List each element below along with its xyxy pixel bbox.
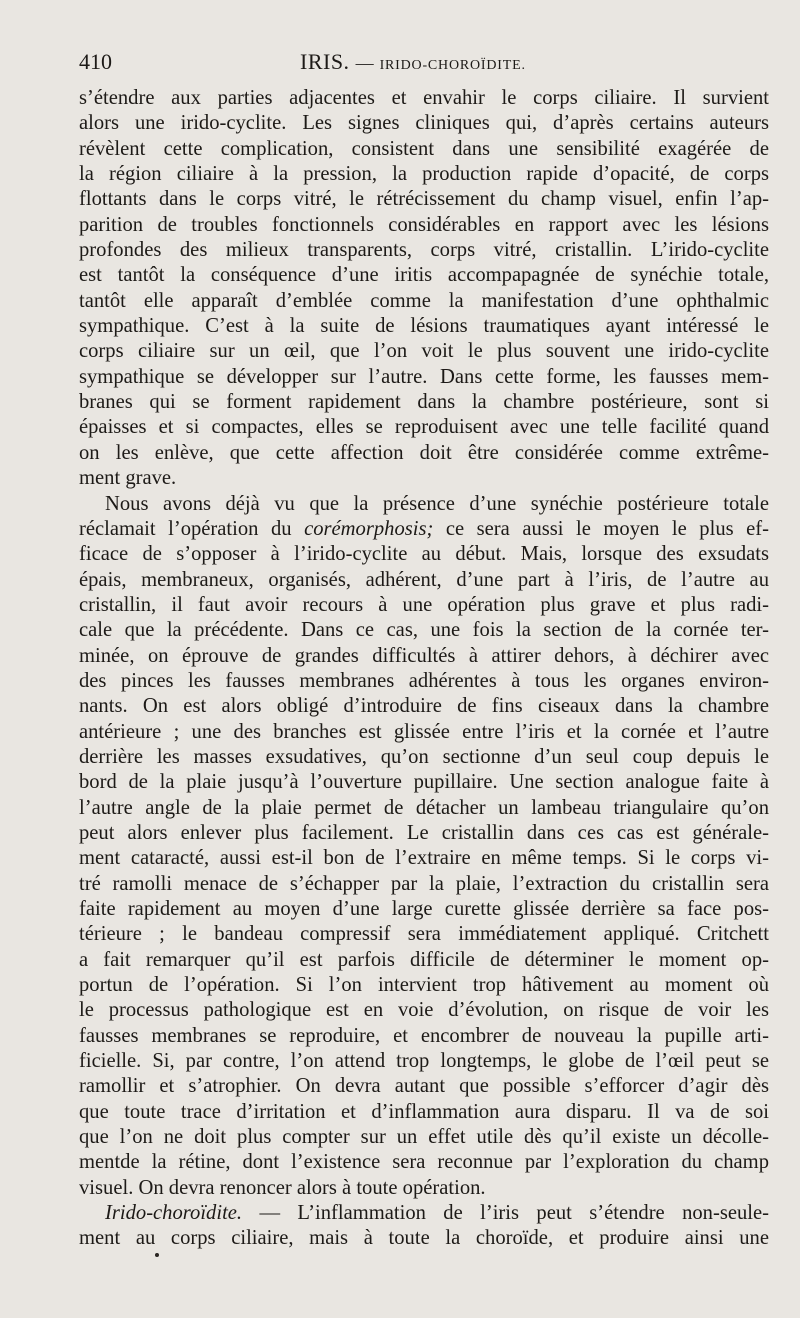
page-header xyxy=(79,46,769,78)
paragraph-2 xyxy=(79,492,769,1202)
text-line: que l’on ne doit plus compter sur un effet utile dès qu’il existe un décolle- xyxy=(79,1126,769,1149)
text-line: s’étendre aux parties adjacentes et envahir le corps ciliaire. Il survient xyxy=(79,87,769,109)
paragraph-3 xyxy=(79,1201,769,1252)
section-heading-italic: Irido-choroïdite. xyxy=(105,1202,243,1225)
text-fragment: — L’inflammation de l’iris peut s’étendre non-seule- xyxy=(242,1202,769,1225)
text-line: tantôt elle apparaît d’emblée comme la manifestation d’une ophthalmic xyxy=(79,289,769,312)
text-line: bord de la plaie jusqu’à l’ouverture pupillaire. Une section analogue faite à xyxy=(79,771,769,794)
italic-term: corémorphosis; xyxy=(304,517,434,540)
text-line: tré ramolli menace de s’échapper par la plaie, l’extraction du cristallin sera xyxy=(79,872,769,895)
body-text xyxy=(79,86,769,1252)
text-line: alors une irido-cyclite. Les signes cliniques qui, d’après certains auteurs xyxy=(79,112,769,135)
text-line: sympathique. C’est à la suite de lésions traumatiques ayant intéressé le xyxy=(79,315,769,338)
text-line: ment cataracté, aussi est-il bon de l’extraire en même temps. Si le corps vi- xyxy=(79,847,769,870)
text-line: est tantôt la conséquence d’une iritis accompapagnée de synéchie totale, xyxy=(79,264,769,287)
text-line: cristallin, il faut avoir recours à une opération plus grave et plus radi- xyxy=(79,593,769,616)
text-line: ficielle. Si, par contre, l’on attend trop longtemps, le globe de l’œil peut se xyxy=(79,1050,769,1073)
text-line: ment au corps ciliaire, mais à toute la choroïde, et produire ainsi une xyxy=(79,1227,769,1250)
text-line: mentde la rétine, dont l’existence sera reconnue par l’exploration du champ xyxy=(79,1151,769,1174)
text-line: la région ciliaire à la pression, la production rapide d’opacité, de corps xyxy=(79,163,769,186)
text-line: Nous avons déjà vu que la présence d’une synéchie postérieure totale xyxy=(105,492,769,515)
text-line: portun de l’opération. Si l’on intervient trop hâtivement au moment où xyxy=(79,974,769,997)
text-line: parition de troubles fonctionnels considérables en rapport avec les lésions xyxy=(79,213,769,236)
text-line: ramollir et s’atrophier. On devra autant que possible s’efforcer d’agir dès xyxy=(79,1075,769,1098)
text-line: que toute trace d’irritation et d’inflammation aura disparu. Il va de soi xyxy=(79,1100,769,1123)
text-line: le processus pathologique est en voie d’évolution, on risque de voir les xyxy=(79,999,769,1022)
text-line-with-italic xyxy=(79,1201,769,1226)
text-line: l’autre angle de la plaie permet de détacher un lambeau triangulaire qu’on xyxy=(79,796,769,819)
text-line: profondes des milieux transparents, corps vitré, cristallin. L’irido-cyclite xyxy=(79,239,769,262)
text-line: fausses membranes se reproduire, et encombrer de nouveau la pupille arti- xyxy=(79,1024,769,1047)
running-head-separator: — xyxy=(355,53,374,73)
running-head xyxy=(300,46,526,82)
text-line: flottants dans le corps vitré, le rétrécissement du champ visuel, enfin l’ap- xyxy=(79,188,769,211)
text-fragment: ce sera aussi le moyen le plus ef- xyxy=(433,517,769,540)
page-number: 410 xyxy=(79,49,112,74)
text-line: épais, membraneux, organisés, adhérent, d’une part à l’iris, de l’autre au xyxy=(79,568,769,591)
text-line: peut alors enlever plus facilement. Le cristallin dans ces cas est générale- xyxy=(79,821,769,844)
text-line: des pinces les fausses membranes adhérentes à tous les organes environ- xyxy=(79,669,769,692)
text-line: ment grave. xyxy=(79,467,177,490)
text-line: nants. On est alors obligé d’introduire de fins ciseaux dans la chambre xyxy=(79,695,769,718)
text-line-with-italic xyxy=(79,517,769,542)
text-fragment: réclamait l’opération du xyxy=(79,517,305,540)
text-line: a fait remarquer qu’il est parfois difficile de déterminer le moment op- xyxy=(79,948,769,971)
text-line: branes qui se forment rapidement dans la chambre postérieure, sont si xyxy=(79,391,769,414)
text-line: on les enlève, que cette affection doit être considérée comme extrême- xyxy=(79,441,769,464)
text-line: épaisses et si compactes, elles se reproduisent avec une telle facilité quand xyxy=(79,416,769,439)
text-line: faite rapidement au moyen d’une large curette glissée derrière sa face pos- xyxy=(79,898,769,920)
text-line: derrière les masses exsudatives, qu’on sectionne d’un seul coup depuis le xyxy=(79,745,769,768)
text-line: cale que la précédente. Dans ce cas, une fois la section de la cornée ter- xyxy=(79,619,769,642)
text-line: antérieure ; une des branches est glissée entre l’iris et la cornée et l’autre xyxy=(79,720,769,743)
text-line: minée, on éprouve de grandes difficultés à attirer dehors, à déchirer avec xyxy=(79,644,769,667)
text-line: corps ciliaire sur un œil, que l’on voit le plus souvent une irido-cyclite xyxy=(79,340,769,363)
text-line: ficace de s’opposer à l’irido-cyclite au début. Mais, lorsque des exsudats xyxy=(79,543,769,566)
text-line: visuel. On devra renoncer alors à toute opération. xyxy=(79,1176,486,1199)
running-head-subtitle: IRIDO-CHOROÏDITE. xyxy=(379,58,526,73)
text-line: révèlent cette complication, consistent dans une sensibilité exagérée de xyxy=(79,137,769,160)
running-head-title: IRIS. xyxy=(300,49,350,74)
print-speck xyxy=(155,1253,159,1257)
text-line: térieure ; le bandeau compressif sera immédiatement appliqué. Critchett xyxy=(79,923,769,946)
paragraph-1 xyxy=(79,86,769,492)
text-line: sympathique se développer sur l’autre. Dans cette forme, les fausses mem- xyxy=(79,365,769,388)
